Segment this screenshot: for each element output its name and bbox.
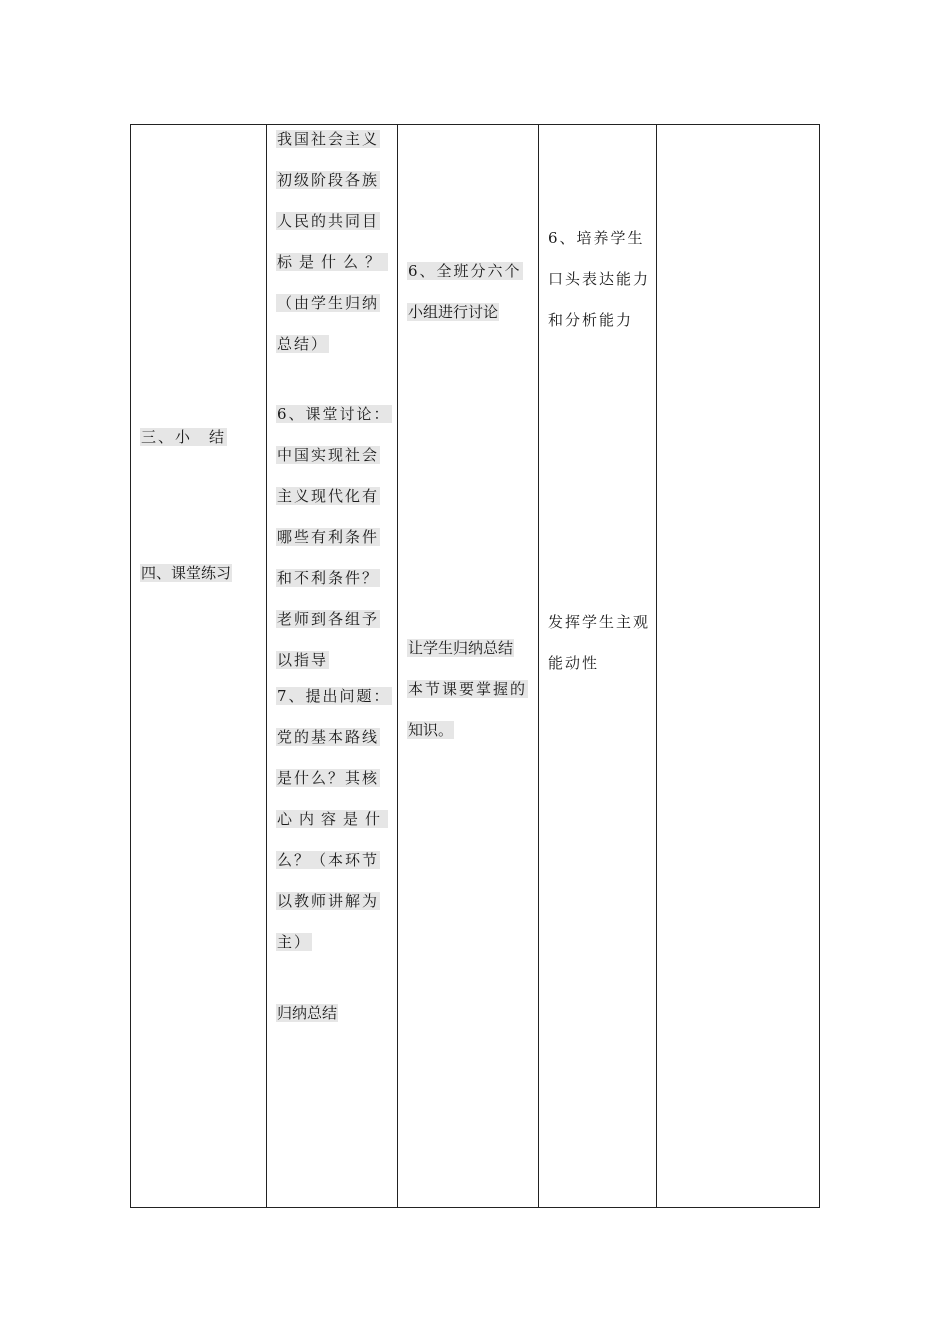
column-divider <box>266 125 267 1207</box>
goal-question-line: 初级阶段各族 <box>277 171 380 189</box>
goal-question-line: 标是什么？ <box>277 253 388 271</box>
question7-line: 主） <box>277 933 312 951</box>
student-summary-line: 知识。 <box>408 721 454 739</box>
ability-line: 6、培养学生 <box>548 229 645 247</box>
goal-question-line: 人民的共同目 <box>277 212 380 230</box>
stage-summary-label: 三、小 结 <box>141 428 227 446</box>
goal-question-line: 我国社会主义 <box>277 130 380 148</box>
question7-line: 是什么？其核 <box>277 769 380 787</box>
question7-line: 心内容是什 <box>277 810 388 828</box>
stage-column <box>140 125 264 1207</box>
student-summary-line: 本节课要掌握的 <box>408 680 528 698</box>
discussion-line: 主义现代化有 <box>277 487 380 505</box>
group-discussion-line: 6、全班分六个 <box>408 262 522 280</box>
discussion-line: 以指导 <box>277 651 329 669</box>
initiative-line: 发挥学生主观 <box>548 613 651 631</box>
notes-column <box>657 125 819 1207</box>
teacher-activity-column <box>276 125 396 1207</box>
question7-line: 么？（本环节 <box>277 851 380 869</box>
goal-question-line: 总结） <box>277 335 329 353</box>
lesson-plan-table <box>130 124 820 1208</box>
discussion-line: 中国实现社会 <box>277 446 380 464</box>
goal-question-line: （由学生归纳 <box>277 294 380 312</box>
discussion-line: 6、课堂讨论： <box>277 405 391 423</box>
summary-text: 归纳总结 <box>277 1004 338 1022</box>
discussion-line: 和不利条件？ <box>277 569 380 587</box>
design-intent-column <box>548 125 655 1207</box>
initiative-line: 能动性 <box>548 654 600 672</box>
question7-line: 党的基本路线 <box>277 728 380 746</box>
student-activity-column <box>407 125 537 1207</box>
question7-line: 7、提出问题： <box>277 687 391 705</box>
ability-line: 口头表达能力 <box>548 270 651 288</box>
question7-line: 以教师讲解为 <box>277 892 380 910</box>
stage-practice-cell <box>140 561 232 585</box>
ability-line: 和分析能力 <box>548 311 634 329</box>
discussion-line: 老师到各组予 <box>277 610 380 628</box>
stage-practice-label: 四、课堂练习 <box>141 564 232 582</box>
group-discussion-line: 小组进行讨论 <box>408 303 499 321</box>
column-divider <box>397 125 398 1207</box>
stage-summary-cell <box>140 425 227 449</box>
student-summary-line: 让学生归纳总结 <box>408 639 514 657</box>
column-divider <box>538 125 539 1207</box>
discussion-line: 哪些有利条件 <box>277 528 380 546</box>
